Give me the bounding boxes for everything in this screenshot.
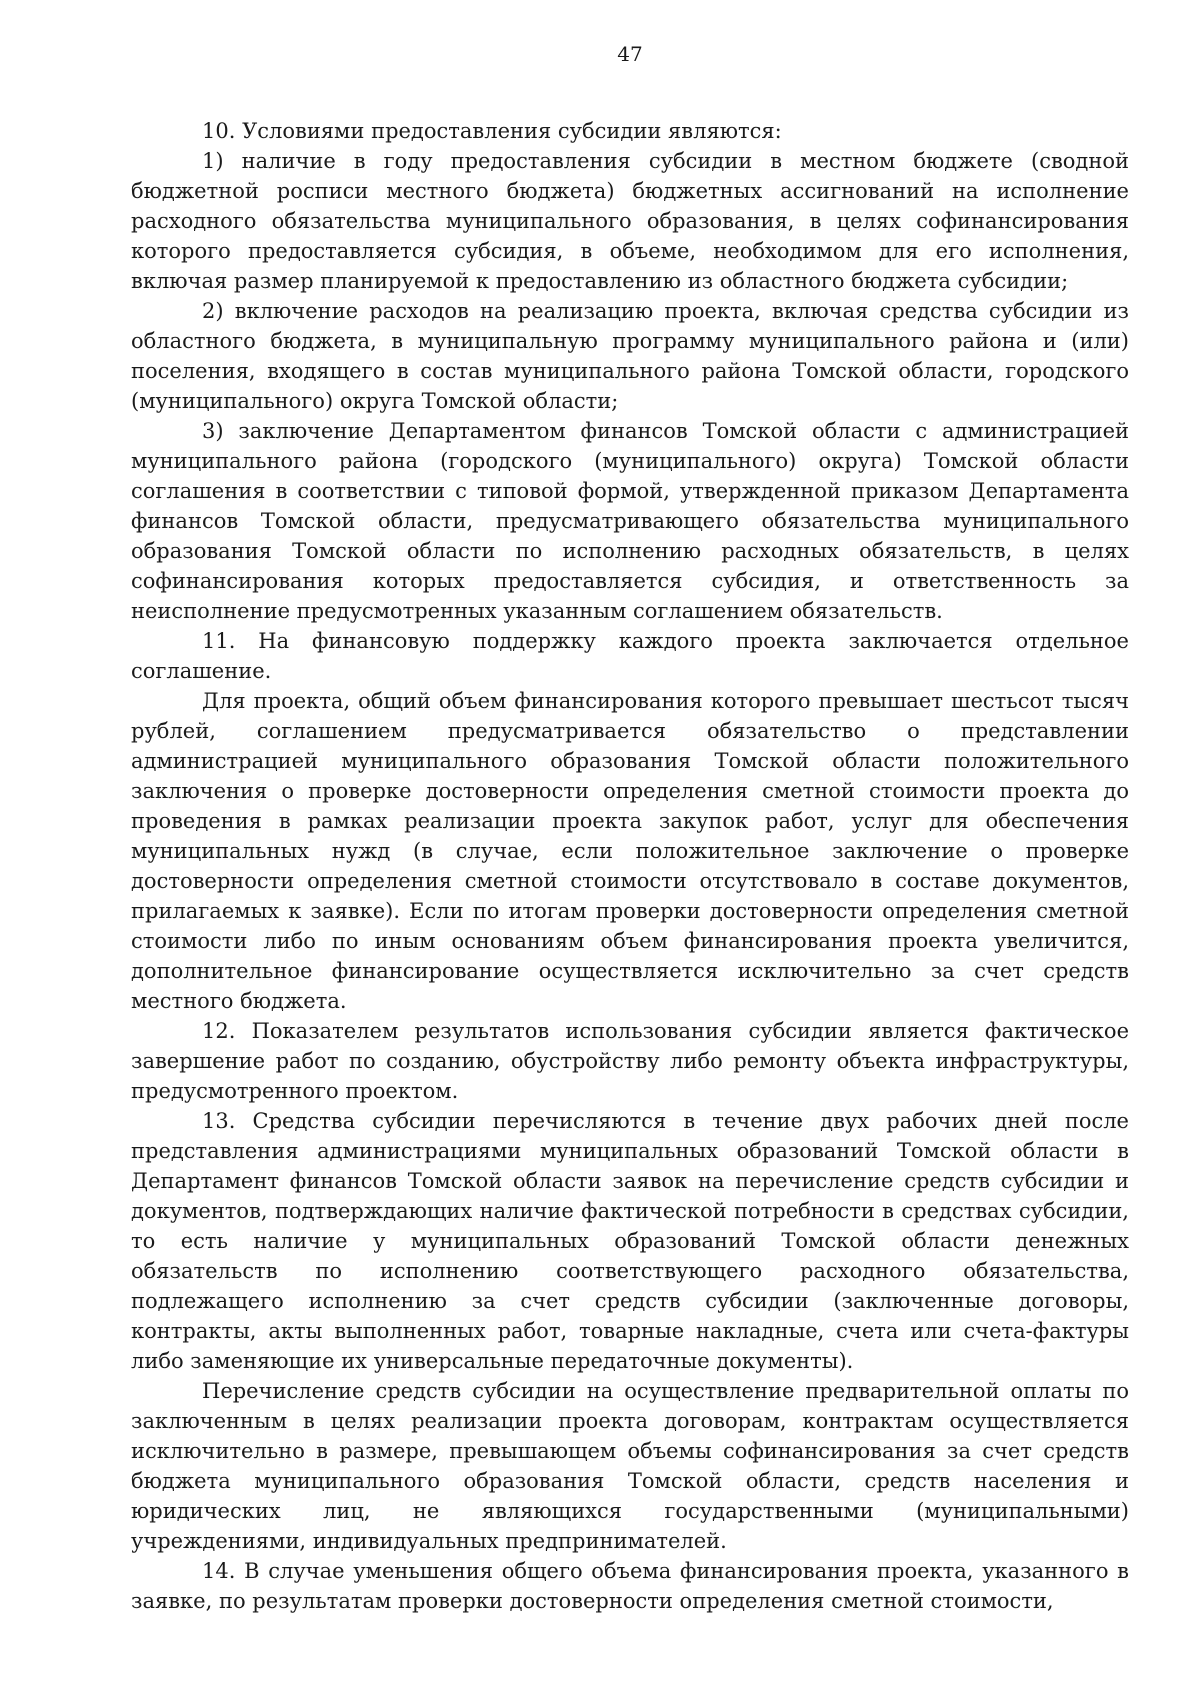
paragraph-item-13-continued: Перечисление средств субсидии на осуществление предварительной оплаты по заключенным в целях реализации проекта договорам, контрактам осуществляется исключительно в размере, превышающем объемы софинансирования за счет средств бюджета муниципального образования Томской области, средств населения и юридических лиц, не являющихся государственными (муниципальными) учреждениями, индивидуальных предпринимателей. [131,1379,1129,1553]
document-page [131,40,1129,1616]
paragraph-item-12: 12. Показателем результатов использования субсидии является фактическое завершение работ по созданию, обустройству либо ремонту объекта инфраструктуры, предусмотренного проектом. [131,1019,1129,1103]
paragraph-item-11: 11. На финансовую поддержку каждого проекта заключается отдельное соглашение. [131,629,1129,683]
paragraph-item-11-continued: Для проекта, общий объем финансирования которого превышает шестьсот тысяч рублей, соглашением предусматривается обязательство о представлении администрацией муниципального образования Томской области положительного заключения о проверке достоверности определения сметной стоимости проекта до проведения в рамках реализации проекта закупок работ, услуг для обеспечения муниципальных нужд (в случае, если положительное заключение о проверке достоверности определения сметной стоимости отсутствовало в составе документов, прилагаемых к заявке). Если по итогам проверки достоверности определения сметной стоимости либо по иным основаниям объем финансирования проекта увеличится, дополнительное финансирование осуществляется исключительно за счет средств местного бюджета. [131,689,1129,1013]
paragraph-item-14: 14. В случае уменьшения общего объема финансирования проекта, указанного в заявке, по результатам проверки достоверности определения сметной стоимости, [131,1559,1129,1613]
paragraph-subitem-1: 1) наличие в году предоставления субсидии в местном бюджете (сводной бюджетной росписи местного бюджета) бюджетных ассигнований на исполнение расходного обязательства муниципального образования, в целях софинансирования которого предоставляется субсидия, в объеме, необходимом для его исполнения, включая размер планируемой к предоставлению из областного бюджета субсидии; [131,149,1129,293]
paragraph-subitem-3: 3) заключение Департаментом финансов Томской области с администрацией муниципального района (городского (муниципального) округа) Томской области соглашения в соответствии с типовой формой, утвержденной приказом Департамента финансов Томской области, предусматривающего обязательства муниципального образования Томской области по исполнению расходных обязательств, в целях софинансирования которых предоставляется субсидия, и ответственность за неисполнение предусмотренных указанным соглашением обязательств. [131,419,1129,623]
paragraph-item-10: 10. Условиями предоставления субсидии являются: [202,119,782,143]
paragraph-item-13: 13. Средства субсидии перечисляются в течение двух рабочих дней после представления администрациями муниципальных образований Томской области в Департамент финансов Томской области заявок на перечисление средств субсидии и документов, подтверждающих наличие фактической потребности в средствах субсидии, то есть наличие у муниципальных образований Томской области денежных обязательств по исполнению соответствующего расходного обязательства, подлежащего исполнению за счет средств субсидии (заключенные договоры, контракты, акты выполненных работ, товарные накладные, счета или счета-фактуры либо заменяющие их универсальные передаточные документы). [131,1109,1129,1373]
paragraph-subitem-2: 2) включение расходов на реализацию проекта, включая средства субсидии из областного бюджета, в муниципальную программу муниципального района и (или) поселения, входящего в состав муниципального района Томской области, городского (муниципального) округа Томской области; [131,299,1129,413]
page-number: 47 [617,42,643,66]
